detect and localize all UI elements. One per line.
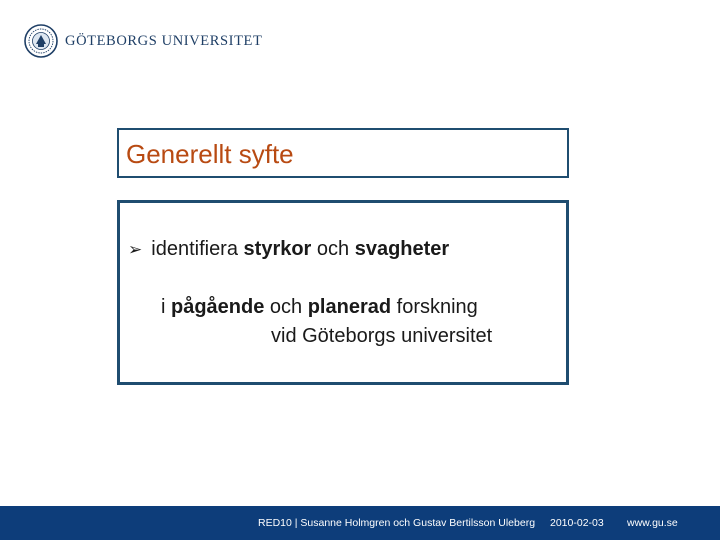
content-box [117, 200, 569, 385]
footer-bar [0, 506, 720, 540]
university-seal-icon [24, 24, 58, 58]
text-segment: forskning [391, 296, 478, 318]
text-segment: och [311, 238, 355, 260]
footer-url: www.gu.se [627, 517, 678, 529]
bullet-text [151, 238, 449, 261]
footer-credit: RED10 | Susanne Holmgren och Gustav Bertilsson Uleberg [258, 517, 536, 529]
slide-title: Generellt syfte [126, 139, 294, 169]
bold-weaknesses: svagheter [354, 238, 450, 260]
university-name: GÖTEBORGS UNIVERSITET [65, 32, 263, 49]
text-line-3: vid Göteborgs universitet [271, 325, 493, 347]
bold-strengths: styrkor [243, 238, 312, 260]
header [24, 22, 262, 60]
title-box [117, 128, 569, 178]
bullet-item [128, 238, 449, 261]
text-segment: i [161, 296, 171, 318]
bold-planned: planerad [307, 296, 392, 318]
bold-ongoing: pågående [171, 296, 265, 318]
text-line-2 [161, 296, 478, 319]
footer-date: 2010-02-03 [550, 517, 604, 529]
text-segment: och [264, 296, 308, 318]
text-segment: identifiera [151, 238, 244, 260]
arrow-bullet-icon: ➢ [128, 239, 143, 260]
